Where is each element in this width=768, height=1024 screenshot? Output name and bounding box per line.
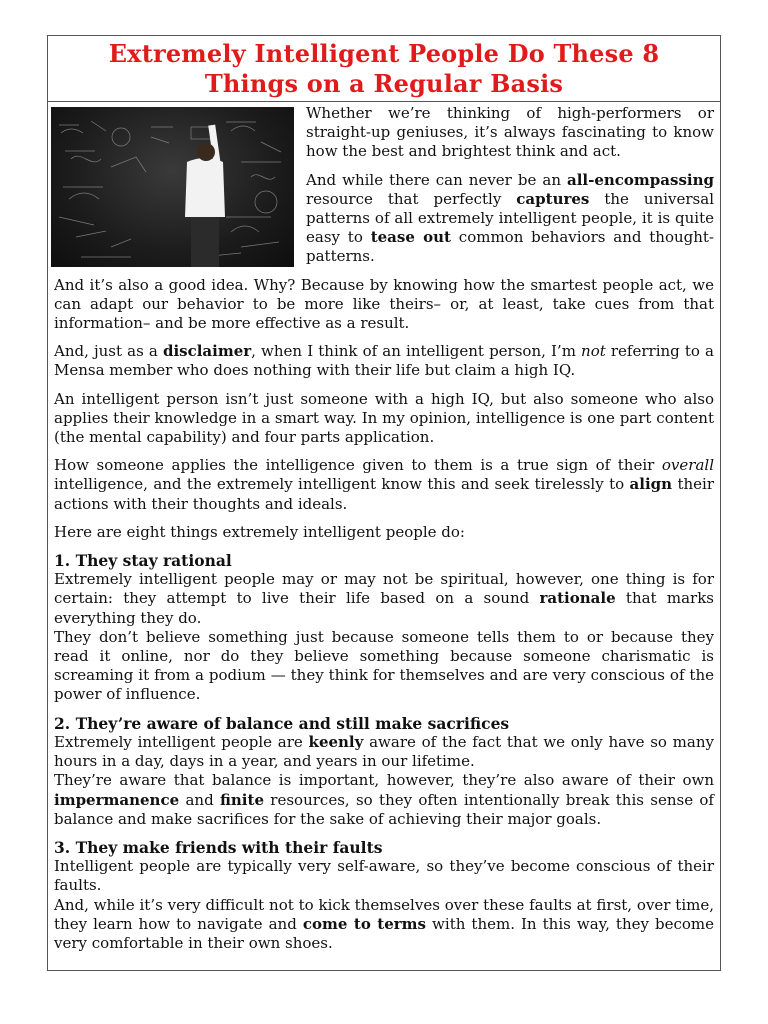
section-1-paragraph-1: Extremely intelligent people may or may not be spiritual, however, one thing is for certain: they attempt to live their life based on a sound rationale that marks everything they do. [54, 570, 714, 627]
article-page [47, 35, 721, 971]
body-paragraph-7: Here are eight things extremely intelligent people do: [54, 522, 465, 541]
section-1-heading: 1. They stay rational [54, 551, 232, 571]
section-3-paragraph-2: And, while it’s very difficult not to kick themselves over these faults at first, over time, they learn how to navigate and come to terms with them. In this way, they become very comfortable in their own shoes. [54, 895, 715, 952]
intro-paragraph-1: Whether we’re thinking of high-performers or straight-up geniuses, it’s always fascinating to know how the best and brightest think and act. [306, 104, 714, 161]
section-1-paragraph-2: They don’t believe something just because someone tells them to or because they read it online, nor do they believe something because someone charismatic is screaming it from a podium — they think for themselves and are very conscious of the power of influence. [54, 627, 714, 704]
chalkboard-photo [51, 107, 294, 267]
section-3-heading: 3. They make friends with their faults [54, 837, 383, 857]
chalkboard-illustration [51, 107, 294, 267]
title-box [48, 36, 720, 102]
section-3-paragraph-1: Intelligent people are typically very self-aware, so they’ve become conscious of their faults. [54, 857, 714, 895]
body-paragraph-3: And it’s also a good idea. Why? Because by knowing how the smartest people act, we can adapt our behavior to be more like theirs– or, at least, take cues from that information– and be more effective as a result. [54, 275, 714, 333]
section-3 [54, 838, 714, 953]
section-2-heading: 2. They’re aware of balance and still make sacrifices [54, 713, 510, 733]
section-2-paragraph-1: Extremely intelligent people are keenly aware of the fact that we only have so many hours in a day, days in a year, and years in our lifetime. [54, 732, 714, 771]
person-figure [185, 125, 225, 267]
page-title [109, 39, 660, 99]
section-1 [54, 551, 714, 705]
title-line-1: Extremely Intelligent People Do These 8 [108, 38, 660, 68]
section-2 [54, 714, 714, 829]
body-paragraph-4: And, just as a disclaimer, when I think of an intelligent person, I’m not referring to a Mensa member who does nothing with their life but claim a high IQ. [54, 342, 714, 380]
article-content [48, 102, 720, 953]
body-paragraph-6: How someone applies the intelligence given to them is a true sign of their overall intelligence, and the extremely intelligent know this and seek tirelessly to align their actions with their thoughts and ideals. [54, 456, 714, 513]
body-paragraph-5: An intelligent person isn’t just someone with a high IQ, but also someone who also applies their knowledge in a smart way. In my opinion, intelligence is one part content (the mental capability) and four parts application. [54, 389, 714, 447]
intro-paragraph-2: And while there can never be an all-encompassing resource that perfectly captures the universal patterns of all extremely intelligent people, it is quite easy to tease out common behaviors and thought-patterns. [306, 170, 715, 266]
title-line-2: Things on a Regular Basis [204, 68, 564, 98]
section-2-paragraph-2: They’re aware that balance is important, however, they’re also aware of their own impermanence and finite resources, so they often intentionally break this sense of balance and make sacrifices for the sake of achieving their major goals. [54, 771, 714, 828]
